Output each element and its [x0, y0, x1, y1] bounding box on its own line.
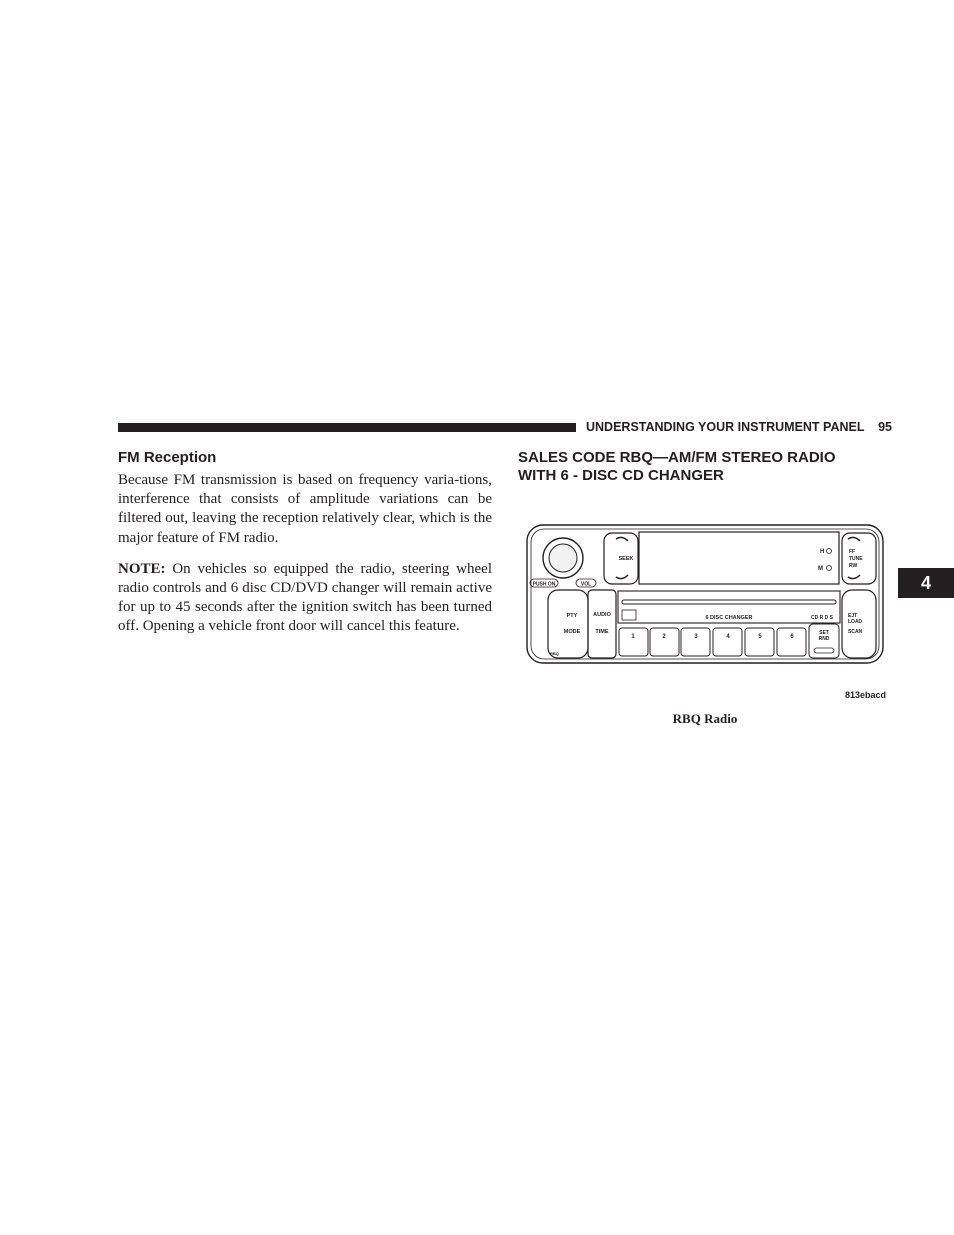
pty-label: PTY — [566, 613, 578, 619]
audio-label: AUDIO — [593, 612, 611, 618]
push-on-label: PUSH ON — [532, 581, 556, 588]
preset-button — [713, 628, 742, 656]
paragraph-fm: Because FM transmission is based on frequency varia-tions, interference that consists of amplitude variations can be filtered out, leaving the reception relatively clear, which is the major feature of FM radio. — [118, 472, 492, 546]
radio-bezel — [527, 525, 883, 663]
preset-button — [619, 628, 648, 656]
set-label: SET — [819, 630, 829, 636]
figure-id: 813ebacd — [844, 690, 886, 700]
page-number: 95 — [878, 420, 892, 434]
preset-buttons — [619, 628, 806, 656]
note-text: On vehicles so equipped the radio, steering wheel radio controls and 6 disc CD/DVD changer will remain active for up to 45 seconds after the ignition switch has been turned off. Opening a vehicle front door will cancel this feature. — [118, 560, 492, 635]
note-paragraph — [118, 560, 492, 637]
preset-button — [650, 628, 679, 656]
scan-label: SCAN — [848, 629, 863, 635]
seek-down-icon — [616, 575, 628, 579]
seek-label: SEEK — [618, 556, 634, 562]
header-rule — [118, 423, 576, 432]
section-title: FM Reception — [118, 449, 217, 466]
vol-label: VOL — [580, 581, 592, 588]
ejt-label: EJT — [848, 613, 858, 619]
chapter-tab: 4 — [898, 568, 954, 598]
preset-4-label: 4 — [726, 634, 730, 640]
radio-illustration — [526, 524, 884, 664]
display-window — [639, 532, 839, 584]
mode-label: MODE — [563, 629, 581, 635]
audio-time-panel — [588, 590, 616, 658]
h-indicator-label: H — [820, 549, 825, 555]
disc-logo-label: CD R D S — [811, 615, 833, 621]
h-indicator-icon — [827, 549, 832, 554]
preset-button — [681, 628, 710, 656]
running-title: UNDERSTANDING YOUR INSTRUMENT PANEL — [586, 420, 865, 434]
ff-icon — [848, 537, 860, 541]
load-label: LOAD — [848, 619, 863, 625]
disc-changer-label: 6 DISC CHANGER — [705, 615, 753, 621]
right-column — [518, 449, 892, 485]
rw-icon — [848, 575, 860, 579]
tune-label: TUNE — [849, 556, 863, 562]
preset-2-label: 2 — [662, 634, 666, 640]
cd-slot — [622, 600, 836, 604]
rw-label: RW — [849, 563, 858, 569]
preset-6-label: 6 — [790, 634, 794, 640]
section-heading: SALES CODE RBQ—AM/FM STEREO RADIO WITH 6 - DISC CD CHANGER — [518, 449, 836, 484]
note-label: NOTE: — [118, 560, 166, 577]
preset-5-label: 5 — [758, 634, 762, 640]
model-label: RBQ — [550, 651, 559, 656]
ff-label: FF — [849, 549, 856, 555]
rnd-label: RND — [818, 636, 830, 642]
m-indicator-icon — [827, 566, 832, 571]
pty-mode-panel — [548, 590, 588, 658]
preset-button — [777, 628, 806, 656]
volume-knob-inner — [549, 544, 577, 572]
running-header — [586, 420, 892, 434]
time-label: TIME — [595, 629, 609, 635]
preset-3-label: 3 — [694, 634, 698, 640]
disc-icon — [622, 610, 636, 620]
set-rnd-slot — [814, 648, 834, 653]
preset-button — [745, 628, 774, 656]
preset-1-label: 1 — [631, 634, 635, 640]
left-column — [118, 449, 492, 637]
seek-up-icon — [616, 537, 628, 541]
figure-caption: RBQ Radio — [672, 711, 738, 726]
m-indicator-label: M — [818, 566, 823, 572]
